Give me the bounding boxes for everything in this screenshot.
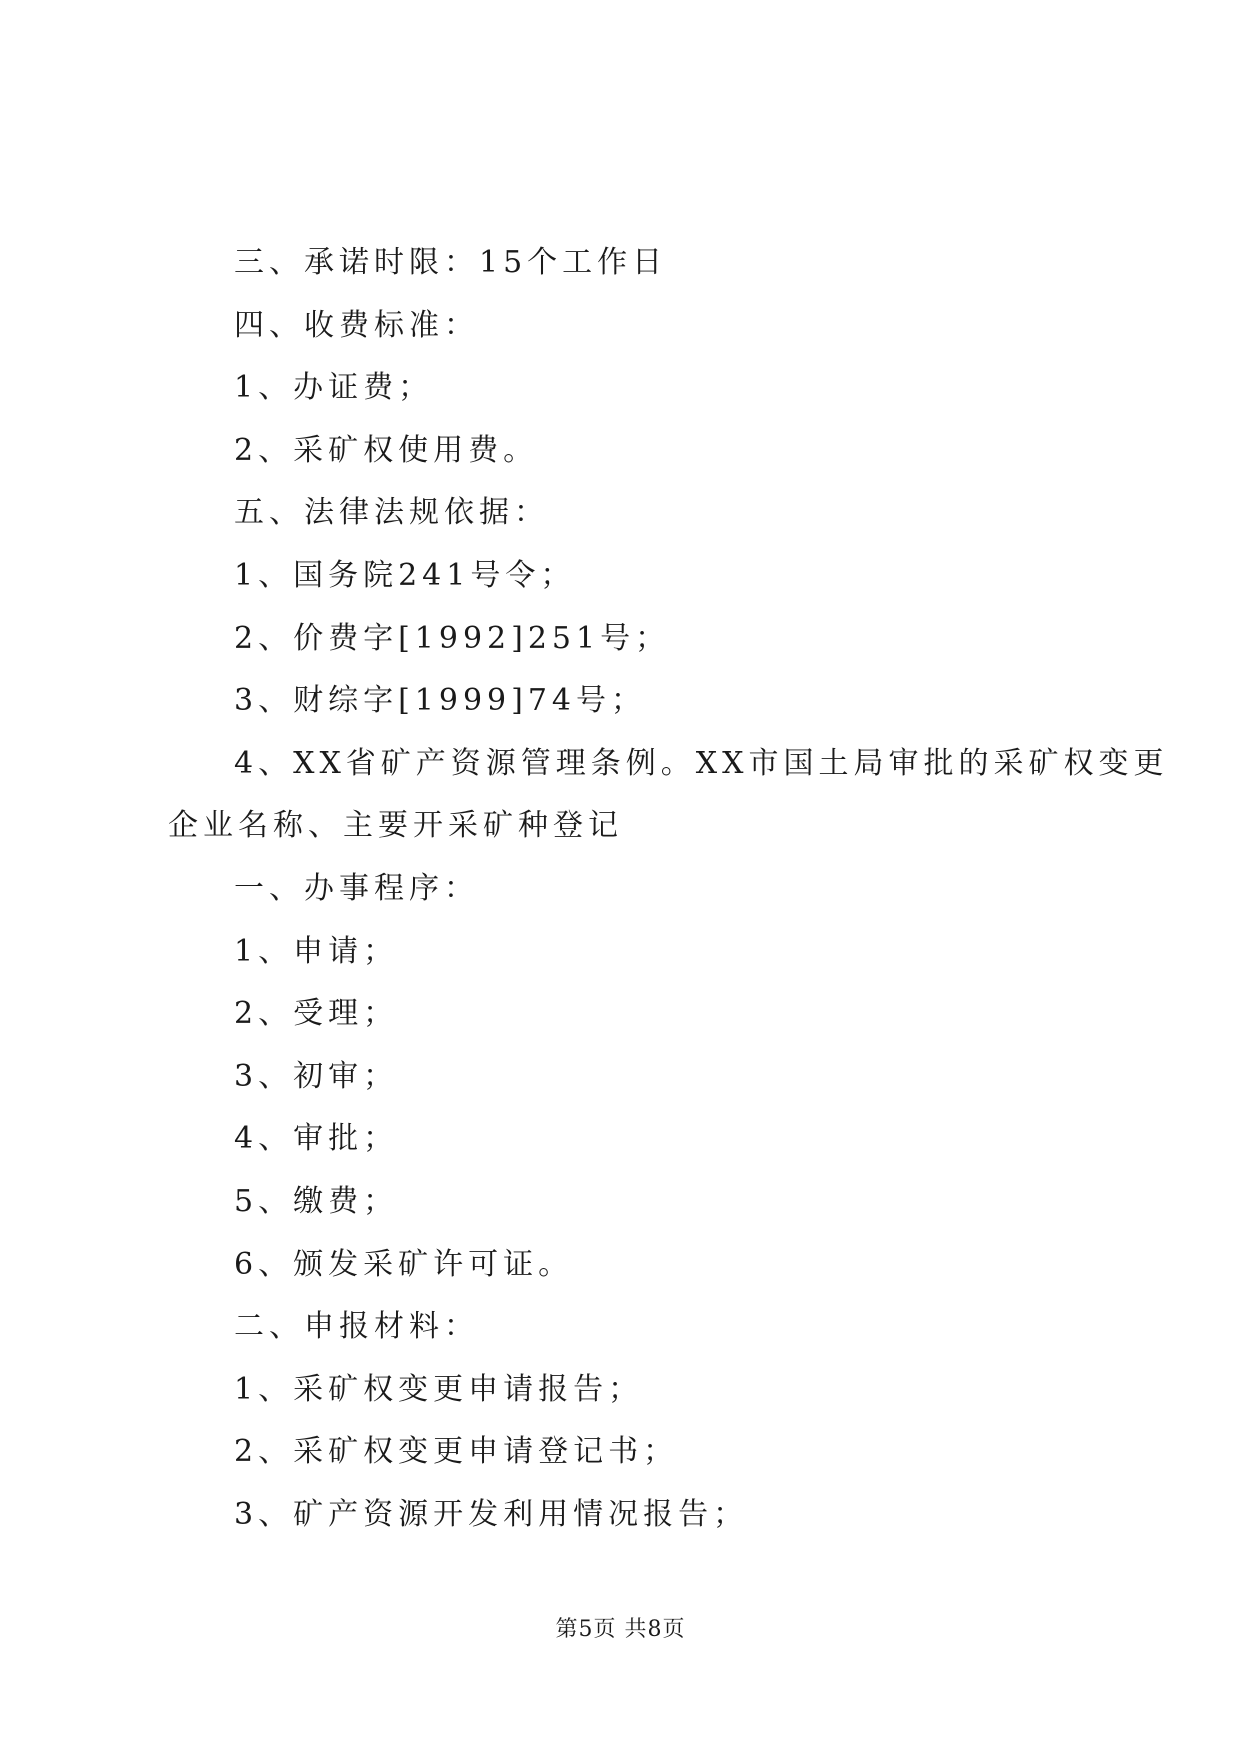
page-number-footer: 第5页 共8页 bbox=[555, 1617, 686, 1642]
text-line: 1、申请； bbox=[234, 933, 399, 969]
text-line: 3、初审； bbox=[234, 1058, 399, 1094]
text-line: 三、承诺时限：15个工作日 bbox=[234, 245, 668, 280]
text-line: 3、矿产资源开发利用情况报告； bbox=[234, 1496, 749, 1532]
text-line: 6、颁发采矿许可证。 bbox=[234, 1246, 574, 1282]
text-line: 3、财综字[1999]74号； bbox=[234, 683, 647, 719]
text-line: 1、国务院241号令； bbox=[234, 557, 576, 593]
text-line: 1、办证费； bbox=[234, 370, 434, 406]
text-line: 4、XX省矿产资源管理条例。XX市国土局审批的采矿权变更 bbox=[234, 745, 1169, 781]
text-line: 2、价费字[1992]251号； bbox=[234, 620, 671, 656]
text-line: 1、采矿权变更申请报告； bbox=[234, 1371, 644, 1407]
text-line: 2、采矿权变更申请登记书； bbox=[234, 1434, 679, 1470]
text-line: 5、缴费； bbox=[234, 1183, 399, 1219]
text-line: 四、收费标准： bbox=[234, 307, 479, 343]
text-line: 2、受理； bbox=[234, 996, 399, 1032]
text-line: 一、办事程序： bbox=[234, 870, 479, 906]
document-body bbox=[168, 232, 1169, 1546]
text-line-continuation: 企业名称、主要开采矿种登记 bbox=[168, 808, 623, 844]
text-line: 二、申报材料： bbox=[234, 1309, 479, 1345]
text-line: 2、采矿权使用费。 bbox=[234, 432, 539, 468]
text-line: 4、审批； bbox=[234, 1121, 399, 1157]
text-line: 五、法律法规依据： bbox=[234, 495, 549, 531]
